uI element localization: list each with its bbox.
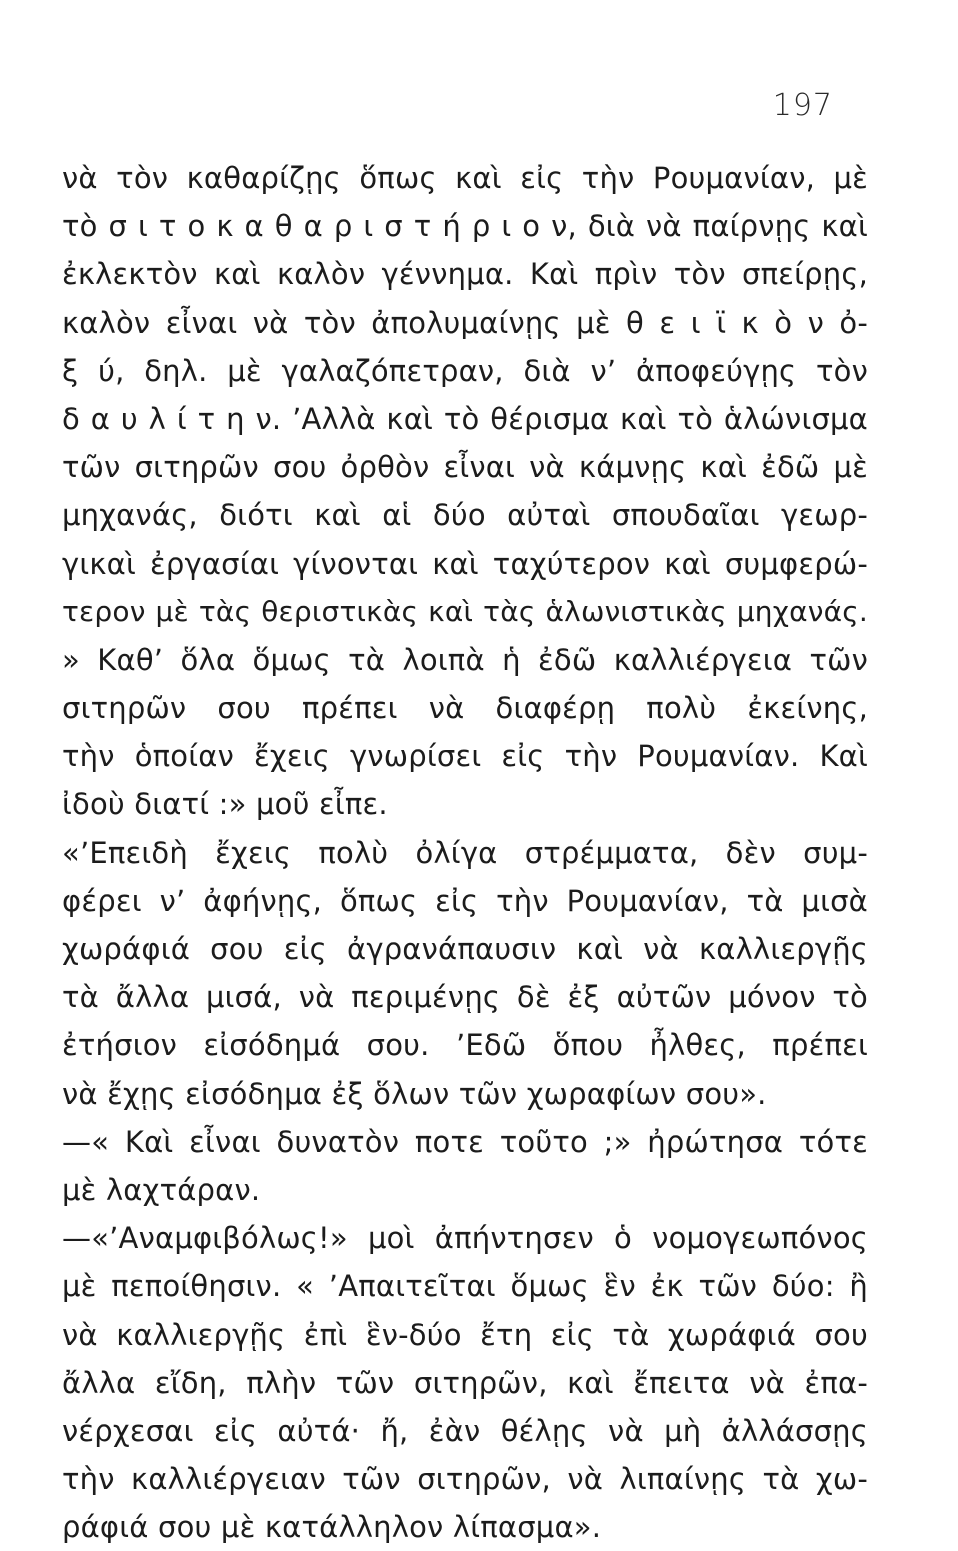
text-line: νὰ ἔχῃς εἰσόδημα ἐξ ὅλων τῶν χωραφίων σου». — [62, 1076, 767, 1111]
text-line: δ α υ λ ί τ η ν. ’Αλλὰ καὶ τὸ θέρισμα καὶ τὸ ἁλώνισμα — [62, 401, 868, 436]
text-line: —« Καὶ εἶναι δυνατὸν ποτε τοῦτο ;» ἠρώτησα τότε — [62, 1124, 868, 1159]
text-line: χωράφιά σου εἰς ἀγρανάπαυσιν καὶ νὰ καλλιεργῇς — [62, 932, 868, 966]
text-line: τὴν καλλιέργειαν τῶν σιτηρῶν, νὰ λιπαίνῃς τὰ χω- — [62, 1462, 868, 1497]
text-line: «’Επειδὴ ἔχεις πολὺ ὀλίγα στρέμματα, δὲν συμ- — [62, 835, 868, 870]
text-line: γικαὶ ἐργασίαι γίνονται καὶ ταχύτερον καὶ συμφερώ- — [62, 546, 868, 581]
text-line: νὰ τὸν καθαρίζῃς ὅπως καὶ εἰς τὴν Ρουμανίαν, μὲ — [62, 161, 868, 195]
text-line: τῶν σιτηρῶν σου ὀρθὸν εἶναι νὰ κάμνῃς καὶ ἐδῶ μὲ — [62, 450, 868, 485]
text-line: ἰδοὺ διατί :» μοῦ εἶπε. — [62, 787, 388, 822]
text-line: ξ ύ, δηλ. μὲ γαλαζόπετραν, διὰ ν’ ἀποφεύγῃς τὸν — [62, 353, 868, 388]
text-line: τὰ ἄλλα μισά, νὰ περιμένῃς δὲ ἐξ αὐτῶν μόνον τὸ — [62, 980, 868, 1015]
text-line: καλὸν εἶναι νὰ τὸν ἀπολυμαίνῃς μὲ θ ε ι ϊ κ ὸ ν ὀ- — [62, 305, 868, 340]
text-line: φέρει ν’ ἀφήνῃς, ὅπως εἰς τὴν Ρουμανίαν, τὰ μισὰ — [62, 883, 868, 918]
text-line: ἐτήσιον εἰσόδημά σου. ’Εδῶ ὅπου ἦλθες, πρέπει — [62, 1028, 868, 1063]
text-line: νέρχεσαι εἰς αὐτά· ἤ, ἐὰν θέλῃς νὰ μὴ ἀλλάσσῃς — [62, 1413, 868, 1448]
page-number: 197 — [772, 88, 833, 123]
text-line: τερον μὲ τὰς θεριστικὰς καὶ τὰς ἁλωνιστικὰς μηχανάς. — [62, 594, 868, 628]
text-line: μηχανάς, διότι καὶ αἱ δύο αὐταὶ σπουδαῖαι γεωρ- — [62, 498, 868, 533]
text-line: τὸ σ ι τ ο κ α θ α ρ ι σ τ ή ρ ι ο ν, διὰ νὰ παίρνῃς καὶ — [62, 209, 868, 244]
text-line: μὲ πεποίθησιν. « ’Απαιτεῖται ὅμως ἓν ἐκ τῶν δύο: ἢ — [62, 1269, 868, 1304]
text-line: ἄλλα εἴδη, πλὴν τῶν σιτηρῶν, καὶ ἔπειτα νὰ ἐπα- — [62, 1365, 868, 1400]
text-line: μὲ λαχτάραν. — [62, 1172, 261, 1207]
body-text — [62, 154, 868, 1551]
text-line: σιτηρῶν σου πρέπει νὰ διαφέρῃ πολὺ ἐκείνης, — [62, 691, 868, 726]
text-line: ράφιά σου μὲ κατάλληλον λίπασμα». — [62, 1510, 602, 1545]
text-line: τὴν ὁποίαν ἔχεις γνωρίσει εἰς τὴν Ρουμανίαν. Καὶ — [62, 739, 868, 774]
text-line: ἐκλεκτὸν καὶ καλὸν γέννημα. Καὶ πρὶν τὸν σπείρῃς, — [62, 257, 868, 292]
text-line: νὰ καλλιεργῇς ἐπὶ ἓν-δύο ἔτη εἰς τὰ χωράφιά σου — [62, 1317, 868, 1352]
text-line: —«’Αναμφιβόλως!» μοὶ ἀπήντησεν ὁ νομογεωπόνος — [62, 1221, 868, 1256]
text-line: » Καθ’ ὅλα ὅμως τὰ λοιπὰ ἡ ἐδῶ καλλιέργεια τῶν — [62, 642, 868, 677]
